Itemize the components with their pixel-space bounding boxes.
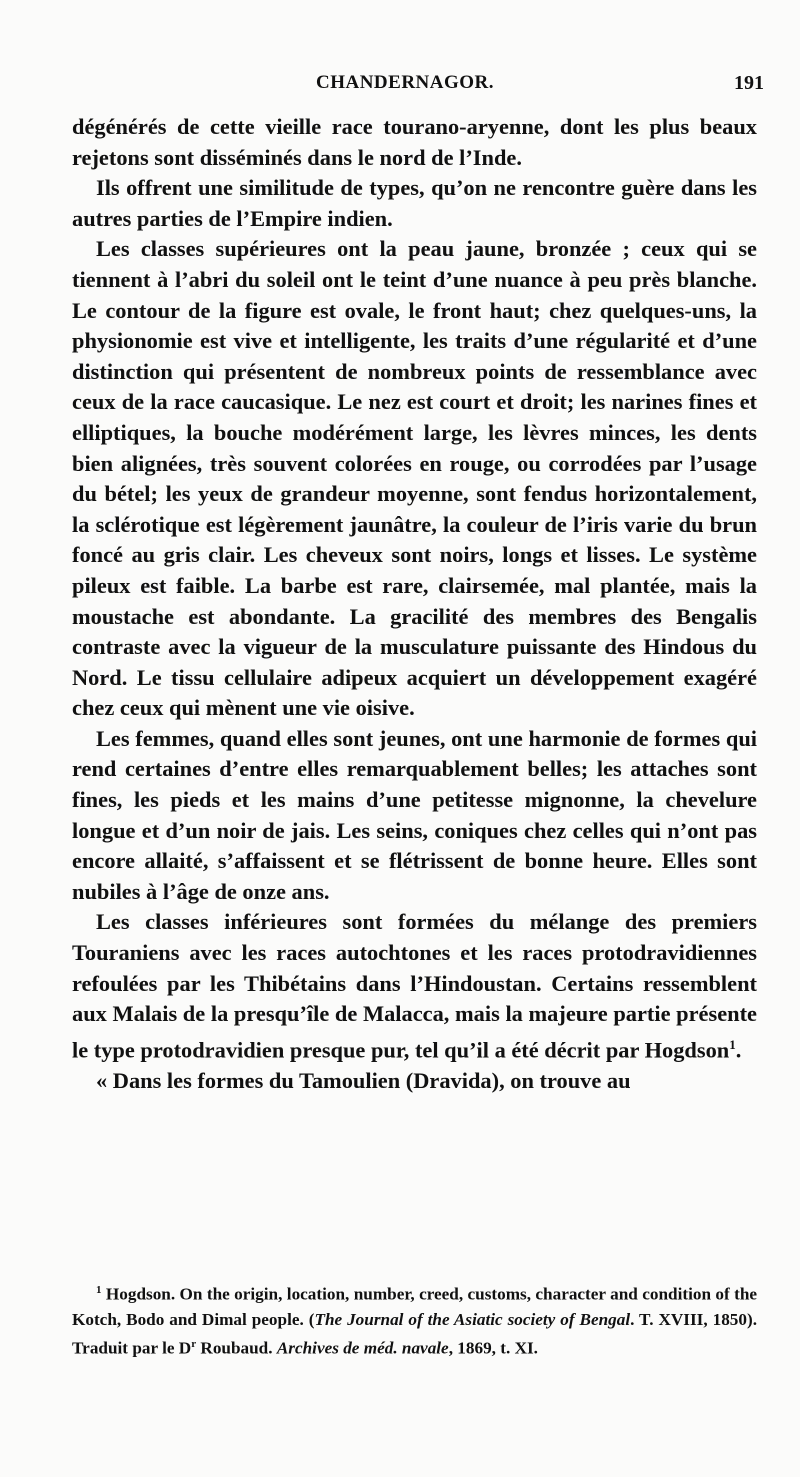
footnote bbox=[72, 1278, 757, 1360]
footnote-dr-superscript: r bbox=[191, 1337, 197, 1350]
running-title: CHANDERNAGOR. bbox=[315, 72, 495, 93]
footnote-text: . T. XVIII, 1850). Traduit par le D bbox=[72, 1309, 757, 1358]
footnote-text: , 1869, t. XI. bbox=[448, 1338, 538, 1358]
paragraph: Ils offrent une similitude de types, qu’on ne rencontre guère dans les autres parties de l’Empire indien. bbox=[72, 175, 757, 231]
paragraph-continuation: dégénérés de cette vieille race tourano-aryenne, dont les plus beaux rejetons sont disséminés dans le nord de l’Inde. bbox=[72, 114, 757, 170]
paragraph: Les femmes, quand elles sont jeunes, ont une harmonie de formes qui rend certaines d’entre elles remarquablement belles; les attaches sont fines, les pieds et les mains d’une petitesse mignonne, la chevelure longue et d’un noir de jais. Les seins, coniques chez celles qui n’ont pas encore allaité, s’affaissent et se flétrissent de bonne heure. Elles sont nubiles à l’âge de onze ans. bbox=[72, 725, 757, 904]
footnote-text: Hogdson. On the origin, location, number, creed, customs, character and condition of the Kotch, Bodo and Dimal people. ( bbox=[72, 1284, 758, 1329]
paragraph: « Dans les formes du Tamoulien (Dravida), on trouve au bbox=[96, 1067, 631, 1093]
footnote-text: Roubaud. bbox=[196, 1338, 277, 1358]
footnote-marker: 1 bbox=[96, 1284, 102, 1296]
page-header bbox=[46, 72, 764, 102]
page-number: 191 bbox=[734, 72, 764, 94]
footnote-archives-title: Archives de méd. navale bbox=[276, 1338, 449, 1358]
footnote-journal-title: The Journal of the Asiatic society of Bengal bbox=[314, 1309, 631, 1329]
paragraph: Les classes supérieures ont la peau jaune, bronzée ; ceux qui se tiennent à l’abri du soleil ont le teint d’une nuance à peu près blanche. Le contour de la figure est ovale, le front haut; chez quelques-uns, la physionomie est vive et intelligente, les traits d’une régularité et d’une distinction qui présentent de nombreux points de ressemblance avec ceux de la race caucasique. Le nez est court et droit; les narines fines et elliptiques, la bouche modérément large, les lèvres minces, les dents bien alignées, très souvent colorées en rouge, ou corrodées par l’usage du bétel; les yeux de grandeur moyenne, sont fendus horizontalement, la sclérotique est légèrement jaunâtre, la couleur de l’iris varie du brun foncé au gris clair. Les cheveux sont noirs, longs et lisses. Le système pileux est faible. La barbe est rare, clairsemée, mal plantée, mais la moustache est abondante. La gracilité des membres des Bengalis contraste avec la vigueur de la musculature puissante des Hindous du Nord. Le tissu cellulaire adipeux acquiert un développement exagéré chez ceux qui mènent une vie oisive. bbox=[72, 236, 757, 721]
footnote-reference: 1 bbox=[729, 1036, 736, 1052]
paragraph-with-footnote-ref: Les classes inférieures sont formées du mélange des premiers Touraniens avec les races autochtones et les races protodravidiennes refoulées par les Thibétains dans l’Hindoustan. Certains ressemblent aux Malais de la presqu’île de Malacca, mais la majeure partie présente le type protodravidien presque pur, tel qu’il a été décrit par Hogdson$^1$. bbox=[72, 909, 757, 1063]
body-text bbox=[72, 112, 757, 1096]
paragraph-text: Les classes inférieures sont formées du mélange des premiers Touraniens avec les races autochtones et les races protodravidiennes refoulées par les Thibétains dans l’Hindoustan. Certains ressemblent aux Malais de la presqu’île de Malacca, mais la majeure partie présente le type protodravidien presque pur, tel qu’il a été décrit par Hogdson bbox=[72, 909, 757, 1063]
